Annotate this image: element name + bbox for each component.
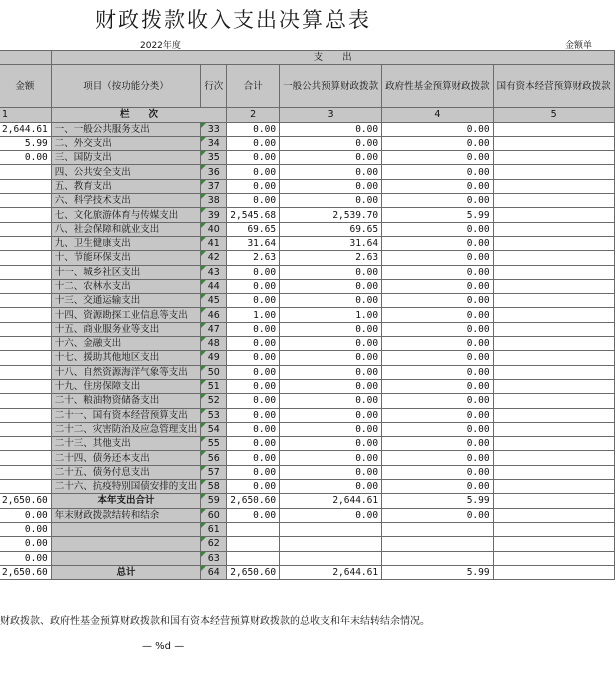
table-row [0,465,614,479]
line-number-cell: 57 [201,465,227,479]
fund-budget-cell: 0.00 [382,222,494,236]
fund-budget-cell: 0.00 [382,194,494,208]
header-line: 行次 [201,65,227,108]
amount-cell [0,165,51,179]
amount-cell [0,351,51,365]
table-row [0,394,614,408]
fund-budget-cell: 0.00 [382,236,494,250]
carryover-row [0,508,614,522]
index-fund: 4 [382,108,494,122]
fund-budget-cell: 0.00 [382,122,494,136]
total-cell: 0.00 [227,408,280,422]
item-cell: 总计 [51,565,201,579]
fund-budget-cell: 5.99 [382,494,494,508]
header-row-section [0,51,614,65]
fund-budget-cell: 0.00 [382,251,494,265]
fund-budget-cell [382,522,494,536]
line-number-cell: 62 [201,537,227,551]
table-row [0,122,614,136]
capital-budget-cell [493,322,614,336]
line-number-cell: 38 [201,194,227,208]
amount-cell: 0.00 [0,522,51,536]
amount-unit-label: 金额单 [565,41,593,51]
table-row [0,408,614,422]
general-budget-cell [280,522,382,536]
total-cell: 2.63 [227,251,280,265]
total-cell: 0.00 [227,365,280,379]
general-budget-cell: 2,539.70 [280,208,382,222]
total-cell: 0.00 [227,437,280,451]
header-amount: 金额 [0,65,51,108]
line-number-cell: 56 [201,451,227,465]
blank-row [0,551,614,565]
table-row [0,322,614,336]
table-row [0,151,614,165]
total-cell: 0.00 [227,351,280,365]
table-row [0,451,614,465]
general-budget-cell: 0.00 [280,365,382,379]
footnote: 财政拨款、政府性基金预算财政拨款和国有资本经营预算财政拨款的总收支和年末结转结余情况。 [0,616,430,627]
item-cell: 八、社会保障和就业支出 [51,222,201,236]
line-number-cell: 47 [201,322,227,336]
amount-cell: 0.00 [0,537,51,551]
general-budget-cell: 0.00 [280,480,382,494]
capital-budget-cell [493,480,614,494]
fund-budget-cell: 0.00 [382,508,494,522]
line-number-cell: 64 [201,565,227,579]
table-row [0,208,614,222]
total-cell: 0.00 [227,508,280,522]
total-cell: 0.00 [227,322,280,336]
total-cell: 0.00 [227,165,280,179]
header-item: 项目（按功能分类） [51,65,201,108]
capital-budget-cell [493,208,614,222]
item-cell: 二十一、国有资本经营预算支出 [51,408,201,422]
table-row [0,294,614,308]
fund-budget-cell: 0.00 [382,136,494,150]
fund-budget-cell: 0.00 [382,337,494,351]
capital-budget-cell [493,179,614,193]
item-cell: 年末财政拨款结转和结余 [51,508,201,522]
line-number-cell: 51 [201,379,227,393]
fund-budget-cell: 0.00 [382,437,494,451]
total-cell: 2,650.60 [227,494,280,508]
capital-budget-cell [493,122,614,136]
capital-budget-cell [493,308,614,322]
amount-cell [0,337,51,351]
capital-budget-cell [493,565,614,579]
header-total: 合计 [227,65,280,108]
item-cell: 九、卫生健康支出 [51,236,201,250]
total-cell: 0.00 [227,379,280,393]
general-budget-cell: 0.00 [280,322,382,336]
total-cell: 1.00 [227,308,280,322]
item-cell: 一、一般公共服务支出 [51,122,201,136]
amount-cell [0,394,51,408]
amount-cell [0,322,51,336]
line-number-cell: 37 [201,179,227,193]
item-cell: 六、科学技术支出 [51,194,201,208]
capital-budget-cell [493,537,614,551]
capital-budget-cell [493,522,614,536]
table-row [0,179,614,193]
line-number-cell: 54 [201,422,227,436]
header-fund-budget: 政府性基金预算财政拨款 [382,65,494,108]
amount-cell [0,465,51,479]
line-number-cell: 53 [201,408,227,422]
general-budget-cell: 0.00 [280,151,382,165]
item-cell: 十一、城乡社区支出 [51,265,201,279]
item-cell [51,537,201,551]
amount-cell [0,236,51,250]
fund-budget-cell: 5.99 [382,208,494,222]
capital-budget-cell [493,337,614,351]
line-number-cell: 59 [201,494,227,508]
amount-cell: 0.00 [0,551,51,565]
general-budget-cell: 0.00 [280,394,382,408]
capital-budget-cell [493,508,614,522]
item-cell: 十九、住房保障支出 [51,379,201,393]
fund-budget-cell: 0.00 [382,308,494,322]
fund-budget-cell: 0.00 [382,279,494,293]
capital-budget-cell [493,194,614,208]
general-budget-cell: 69.65 [280,222,382,236]
general-budget-cell: 0.00 [280,165,382,179]
item-cell: 二十、粮油物资储备支出 [51,394,201,408]
line-number-cell: 41 [201,236,227,250]
amount-cell [0,294,51,308]
amount-cell [0,451,51,465]
total-cell [227,551,280,565]
total-cell: 2,650.60 [227,565,280,579]
table-row [0,480,614,494]
item-cell: 十六、金融支出 [51,337,201,351]
line-number-cell: 43 [201,265,227,279]
amount-cell [0,208,51,222]
report-year: 2022年度 [140,41,181,51]
amount-cell [0,179,51,193]
item-cell: 十七、援助其他地区支出 [51,351,201,365]
line-number-cell: 40 [201,222,227,236]
general-budget-cell: 0.00 [280,279,382,293]
item-cell: 四、公共安全支出 [51,165,201,179]
item-cell: 二、外交支出 [51,136,201,150]
capital-budget-cell [493,236,614,250]
item-cell: 十四、资源勘探工业信息等支出 [51,308,201,322]
line-number-cell: 35 [201,151,227,165]
general-budget-cell: 2,644.61 [280,565,382,579]
total-cell: 69.65 [227,222,280,236]
fund-budget-cell: 0.00 [382,422,494,436]
table-row [0,279,614,293]
capital-budget-cell [493,379,614,393]
line-number-cell: 52 [201,394,227,408]
capital-budget-cell [493,422,614,436]
general-budget-cell: 0.00 [280,337,382,351]
total-cell: 0.00 [227,122,280,136]
total-cell: 0.00 [227,151,280,165]
item-cell: 十八、自然资源海洋气象等支出 [51,365,201,379]
line-number-cell: 49 [201,351,227,365]
grand-total-row [0,565,614,579]
line-number-cell: 58 [201,480,227,494]
item-cell: 二十六、抗疫特别国债安排的支出 [51,480,201,494]
index-capital: 5 [493,108,614,122]
general-budget-cell: 0.00 [280,194,382,208]
general-budget-cell: 0.00 [280,351,382,365]
fund-budget-cell: 0.00 [382,365,494,379]
table-row [0,194,614,208]
item-cell: 十五、商业服务业等支出 [51,322,201,336]
item-cell: 二十三、其他支出 [51,437,201,451]
amount-cell [0,308,51,322]
fund-budget-cell: 0.00 [382,179,494,193]
amount-cell [0,265,51,279]
capital-budget-cell [493,351,614,365]
capital-budget-cell [493,437,614,451]
general-budget-cell: 0.00 [280,179,382,193]
line-number-cell: 44 [201,279,227,293]
total-cell [227,537,280,551]
table-row [0,265,614,279]
table-row [0,136,614,150]
general-budget-cell: 1.00 [280,308,382,322]
blank-row [0,537,614,551]
index-amount: 1 [0,108,51,122]
fund-budget-cell: 0.00 [382,294,494,308]
general-budget-cell: 0.00 [280,437,382,451]
line-number-cell: 45 [201,294,227,308]
fund-budget-cell: 0.00 [382,322,494,336]
item-cell: 二十五、债务付息支出 [51,465,201,479]
general-budget-cell: 0.00 [280,422,382,436]
blank-row [0,522,614,536]
header-section-expenditure: 支 出 [51,51,614,65]
amount-cell: 2,644.61 [0,122,51,136]
table-row [0,251,614,265]
general-budget-cell: 0.00 [280,379,382,393]
amount-cell [0,279,51,293]
item-cell: 本年支出合计 [51,494,201,508]
header-blank-left [0,51,51,65]
capital-budget-cell [493,265,614,279]
header-row-columns [0,65,614,108]
amount-cell: 2,650.60 [0,565,51,579]
capital-budget-cell [493,494,614,508]
capital-budget-cell [493,251,614,265]
fund-budget-cell: 0.00 [382,265,494,279]
total-cell [227,522,280,536]
total-cell: 0.00 [227,279,280,293]
table-row [0,222,614,236]
fund-budget-cell: 0.00 [382,408,494,422]
item-cell: 十、节能环保支出 [51,251,201,265]
capital-budget-cell [493,294,614,308]
general-budget-cell: 0.00 [280,136,382,150]
general-budget-cell: 0.00 [280,408,382,422]
general-budget-cell: 31.64 [280,236,382,250]
item-cell: 三、国防支出 [51,151,201,165]
general-budget-cell [280,537,382,551]
line-number-cell: 60 [201,508,227,522]
general-budget-cell: 0.00 [280,122,382,136]
general-budget-cell: 0.00 [280,294,382,308]
item-cell: 七、文化旅游体育与传媒支出 [51,208,201,222]
total-cell: 0.00 [227,422,280,436]
total-cell: 0.00 [227,294,280,308]
general-budget-cell: 2,644.61 [280,494,382,508]
amount-cell: 0.00 [0,508,51,522]
table-row [0,365,614,379]
table-row [0,379,614,393]
table-row [0,165,614,179]
total-cell: 0.00 [227,179,280,193]
general-budget-cell: 0.00 [280,508,382,522]
fund-budget-cell: 0.00 [382,351,494,365]
capital-budget-cell [493,394,614,408]
capital-budget-cell [493,136,614,150]
line-number-cell: 42 [201,251,227,265]
general-budget-cell: 0.00 [280,451,382,465]
fund-budget-cell: 0.00 [382,394,494,408]
item-cell [51,522,201,536]
amount-cell [0,222,51,236]
total-cell: 0.00 [227,136,280,150]
index-label: 栏 次 [51,108,227,122]
amount-cell [0,408,51,422]
line-number-cell: 33 [201,122,227,136]
total-cell: 0.00 [227,465,280,479]
item-cell: 十三、交通运输支出 [51,294,201,308]
line-number-cell: 36 [201,165,227,179]
line-number-cell: 46 [201,308,227,322]
total-cell: 0.00 [227,194,280,208]
general-budget-cell: 0.00 [280,465,382,479]
amount-cell: 5.99 [0,136,51,150]
table-row [0,236,614,250]
fund-budget-cell: 0.00 [382,451,494,465]
expenditure-table [0,50,615,580]
total-cell: 0.00 [227,394,280,408]
line-number-cell: 39 [201,208,227,222]
report-title: 财政拨款收入支出决算总表 [95,8,371,32]
amount-cell [0,365,51,379]
fund-budget-cell: 0.00 [382,151,494,165]
capital-budget-cell [493,222,614,236]
amount-cell [0,437,51,451]
capital-budget-cell [493,465,614,479]
table-row [0,308,614,322]
item-cell: 十二、农林水支出 [51,279,201,293]
amount-cell: 0.00 [0,151,51,165]
table-row [0,422,614,436]
table-row [0,437,614,451]
table-row [0,337,614,351]
general-budget-cell [280,551,382,565]
fund-budget-cell: 0.00 [382,465,494,479]
capital-budget-cell [493,165,614,179]
total-cell: 0.00 [227,480,280,494]
total-cell: 2,545.68 [227,208,280,222]
capital-budget-cell [493,551,614,565]
index-general: 3 [280,108,382,122]
fund-budget-cell: 0.00 [382,379,494,393]
amount-cell: 2,650.60 [0,494,51,508]
capital-budget-cell [493,451,614,465]
item-cell [51,551,201,565]
fund-budget-cell [382,551,494,565]
index-total: 2 [227,108,280,122]
subtotal-row [0,494,614,508]
header-capital-budget: 国有资本经营预算财政拨款 [493,65,614,108]
header-row-index [0,108,614,122]
total-cell: 0.00 [227,451,280,465]
line-number-cell: 61 [201,522,227,536]
line-number-cell: 63 [201,551,227,565]
capital-budget-cell [493,365,614,379]
capital-budget-cell [493,408,614,422]
fund-budget-cell: 0.00 [382,165,494,179]
fund-budget-cell: 0.00 [382,480,494,494]
table-row [0,351,614,365]
line-number-cell: 50 [201,365,227,379]
item-cell: 二十四、债务还本支出 [51,451,201,465]
amount-cell [0,251,51,265]
amount-cell [0,379,51,393]
header-general-budget: 一般公共预算财政拨款 [280,65,382,108]
general-budget-cell: 0.00 [280,265,382,279]
item-cell: 五、教育支出 [51,179,201,193]
line-number-cell: 48 [201,337,227,351]
amount-cell [0,194,51,208]
amount-cell [0,480,51,494]
capital-budget-cell [493,151,614,165]
fund-budget-cell [382,537,494,551]
amount-cell [0,422,51,436]
line-number-cell: 34 [201,136,227,150]
general-budget-cell: 2.63 [280,251,382,265]
line-number-cell: 55 [201,437,227,451]
fund-budget-cell: 5.99 [382,565,494,579]
total-cell: 31.64 [227,236,280,250]
item-cell: 二十二、灾害防治及应急管理支出 [51,422,201,436]
capital-budget-cell [493,279,614,293]
total-cell: 0.00 [227,265,280,279]
page-number: — %d — [142,641,185,652]
total-cell: 0.00 [227,337,280,351]
